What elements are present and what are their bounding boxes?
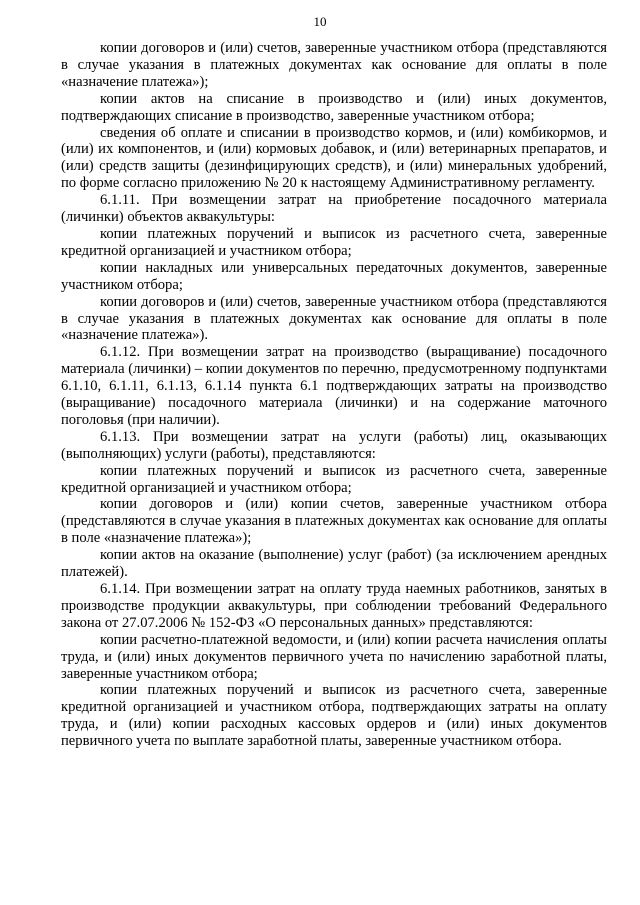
paragraph: копии актов на оказание (выполнение) услуг (работ) (за исключением арендных платежей). — [61, 547, 607, 581]
page-number: 10 — [313, 14, 327, 29]
paragraph: копии договоров и (или) счетов, заверенные участником отбора (представляются в случае указания в платежных документах как основание для оплаты в поле «назначение платежа»). — [61, 293, 607, 344]
paragraph: копии платежных поручений и выписок из расчетного счета, заверенные кредитной организацией и участником отбора; — [61, 225, 607, 259]
paragraph: копии платежных поручений и выписок из расчетного счета, заверенные кредитной организацией и участником отбора; — [61, 462, 607, 496]
paragraph: сведения об оплате и списании в производство кормов, и (или) комбикормов, и (или) их компонентов, и (или) кормовых добавок, и (или) ветеринарных препаратов, и (или) средств защиты (дезинфицирующих средств), и (или) минеральных удобрений, по форме согласно приложению № 20 к настоящему Административному регламенту. — [61, 124, 607, 192]
paragraph: 6.1.11. При возмещении затрат на приобретение посадочного материала (личинки) объектов аквакультуры: — [61, 192, 607, 226]
paragraph: 6.1.12. При возмещении затрат на производство (выращивание) посадочного материала (личинки) – копии документов по перечню, предусмотренному подпунктами 6.1.10, 6.1.11, 6.1.13, 6.1.14 пункта 6.1 подтверждающих затраты на производство (выращивание) посадочного материала (личинки) и на содержание маточного поголовья (при наличии). — [61, 344, 607, 428]
paragraph: 6.1.14. При возмещении затрат на оплату труда наемных работников, занятых в производстве продукции аквакультуры, при соблюдении требований Федерального закона от 27.07.2006 № 152-ФЗ «О персональных данных» представляются: — [61, 581, 607, 631]
paragraph: копии платежных поручений и выписок из расчетного счета, заверенные кредитной организацией и участником отбора, подтверждающих затраты на оплату труда, и (или) копии расходных кассовых ордеров и (или) иных документов первичного учета по выплате заработной платы, заверенные участником отбора. — [61, 682, 607, 750]
paragraph: копии расчетно-платежной ведомости, и (или) копии расчета начисления оплаты труда, и (или) иных документов первичного учета по начислению заработной платы, заверенные участником отбора; — [61, 631, 607, 682]
document-body — [61, 40, 607, 750]
paragraph: копии накладных или универсальных передаточных документов, заверенные участником отбора; — [61, 259, 607, 293]
paragraph: копии договоров и (или) копии счетов, заверенные участником отбора (представляются в случае указания в платежных документах как основание для оплаты в поле «назначение платежа»); — [61, 496, 607, 547]
paragraph: копии актов на списание в производство и (или) иных документов, подтверждающих списание в производство, заверенные участником отбора; — [61, 90, 607, 124]
paragraph: 6.1.13. При возмещении затрат на услуги (работы) лиц, оказывающих (выполняющих) услуги (работы), представляются: — [61, 428, 607, 462]
paragraph: копии договоров и (или) счетов, заверенные участником отбора (представляются в случае указания в платежных документах как основание для оплаты в поле «назначение платежа»); — [61, 40, 607, 90]
